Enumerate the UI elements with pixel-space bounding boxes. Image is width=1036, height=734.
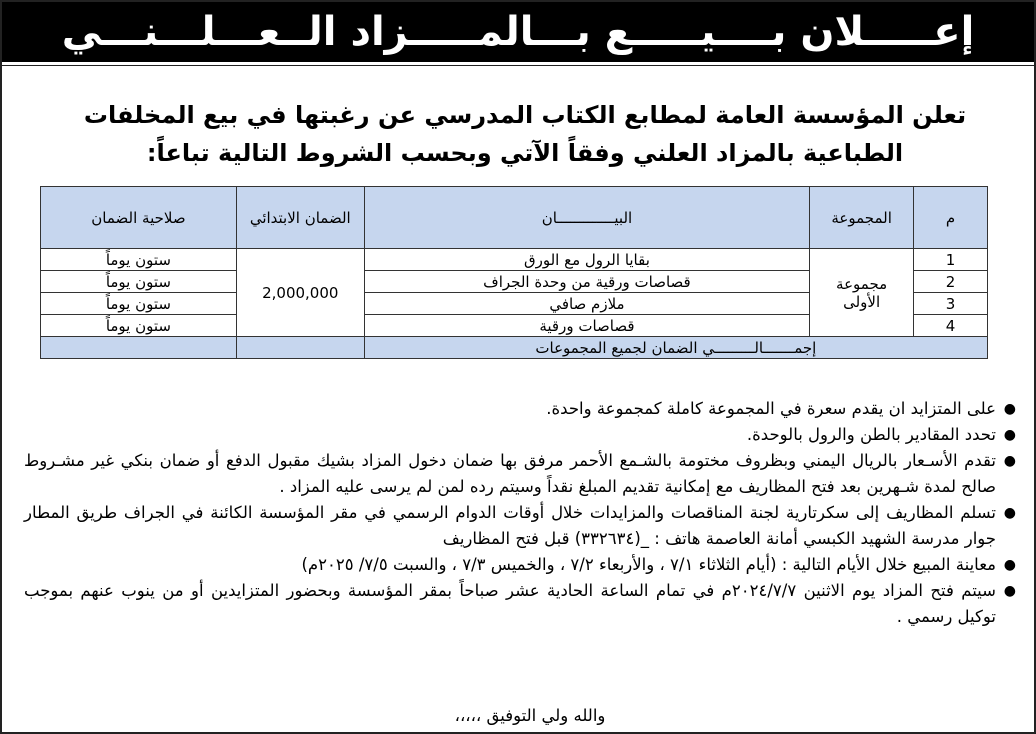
- bullet-icon: ●: [1003, 427, 1016, 443]
- row-description: قصاصات ورقية من وحدة الجراف: [364, 271, 809, 293]
- list-item: [24, 552, 1018, 578]
- closing-line: والله ولي التوفيق ،،،،،: [454, 706, 606, 725]
- row-number: 3: [914, 293, 988, 315]
- total-validity-empty: [41, 337, 237, 359]
- bullet-icon: ●: [1003, 583, 1016, 599]
- bullet-icon: ●: [1003, 557, 1016, 573]
- row-description: قصاصات ورقية: [364, 315, 809, 337]
- list-item: [24, 500, 1018, 552]
- guarantee-value: 2,000,000: [236, 249, 364, 337]
- header-guarantee: الضمان الابتدائي: [236, 187, 364, 249]
- term-text: على المتزايد ان يقدم سعرة في المجموعة كاملة كمجموعة واحدة.: [546, 399, 996, 418]
- header-no: م: [914, 187, 988, 249]
- header-group: المجموعة: [810, 187, 914, 249]
- row-validity: ستون يوماً: [41, 315, 237, 337]
- table-row: [41, 249, 988, 271]
- term-text: معاينة المبيع خلال الأيام التالية : (أيام الثلاثاء ٧/١ ، والأربعاء ٧/٢ ، والخميس ٧/٣ ، والسبت ٧/٥/ ٢٠٢٥م): [301, 555, 996, 574]
- row-validity: ستون يوماً: [41, 293, 237, 315]
- row-validity: ستون يوماً: [41, 271, 237, 293]
- row-number: 4: [914, 315, 988, 337]
- table-header-row: [41, 187, 988, 249]
- banner-title: إعـــــلان بــــيـــــع بـــالمـــــزاد الــعـــلـــنـــي: [2, 2, 1034, 62]
- total-row: [41, 337, 988, 359]
- term-text: تحدد المقادير بالطن والرول بالوحدة.: [746, 425, 996, 444]
- term-text: تسلم المظاريف إلى سكرتارية لجنة المناقصات والمزايدات خلال أوقات الدوام الرسمي في مقر المؤسسة الكائنة في الجراف طريق المطار جوار مدرسة الشهيد الكبسي أمانة العاصمة هاتف : _(٣٣٢٦٣٤) قبل فتح المظاريف: [24, 503, 996, 548]
- total-label: إجمـــــــالـــــــــي الضمان لجميع المجموعات: [364, 337, 987, 359]
- list-item: [24, 396, 1018, 422]
- bullet-icon: ●: [1003, 401, 1016, 417]
- row-number: 1: [914, 249, 988, 271]
- total-guarantee-empty: [236, 337, 364, 359]
- bullet-icon: ●: [1003, 453, 1016, 469]
- row-description: بقايا الرول مع الورق: [364, 249, 809, 271]
- term-text: تقدم الأسـعار بالريال اليمني وبظروف مختومة بالشـمع الأحمر مرفق بها ضمان دخول المزاد بشيك مقبول الدفع أو ضمان بنكي غير مشـروط صالح لمدة شـهرين بعد فتح المظاريف مع إمكانية تقديم المبلغ نقداً وسيتم رده لمن لم يرسى عليه المزاد .: [24, 451, 996, 496]
- list-item: [24, 578, 1018, 630]
- banner-divider: [2, 62, 1034, 66]
- terms-list: [24, 396, 1018, 630]
- row-validity: ستون يوماً: [41, 249, 237, 271]
- items-table: [40, 186, 988, 359]
- announcement-heading: تعلن المؤسسة العامة لمطابع الكتاب المدرسي عن رغبتها في بيع المخلفات الطباعية بالمزاد العلني وفقاً الآتي وبحسب الشروط التالية تباعاً:: [83, 101, 967, 167]
- row-description: ملازم صافي: [364, 293, 809, 315]
- header-description: البيـــــــــــــان: [364, 187, 809, 249]
- group-name: مجموعة الأولى: [810, 249, 914, 337]
- row-number: 2: [914, 271, 988, 293]
- header-validity: صلاحية الضمان: [41, 187, 237, 249]
- list-item: [24, 422, 1018, 448]
- bullet-icon: ●: [1003, 505, 1016, 521]
- term-text: سيتم فتح المزاد يوم الاثنين ٢٠٢٤/٧/٧م في تمام الساعة الحادية عشر صباحاً بمقر المؤسسة وبحضور المتزايدين أو من ينوب عنهم بموجب توكيل رسمي .: [24, 581, 996, 626]
- list-item: [24, 448, 1018, 500]
